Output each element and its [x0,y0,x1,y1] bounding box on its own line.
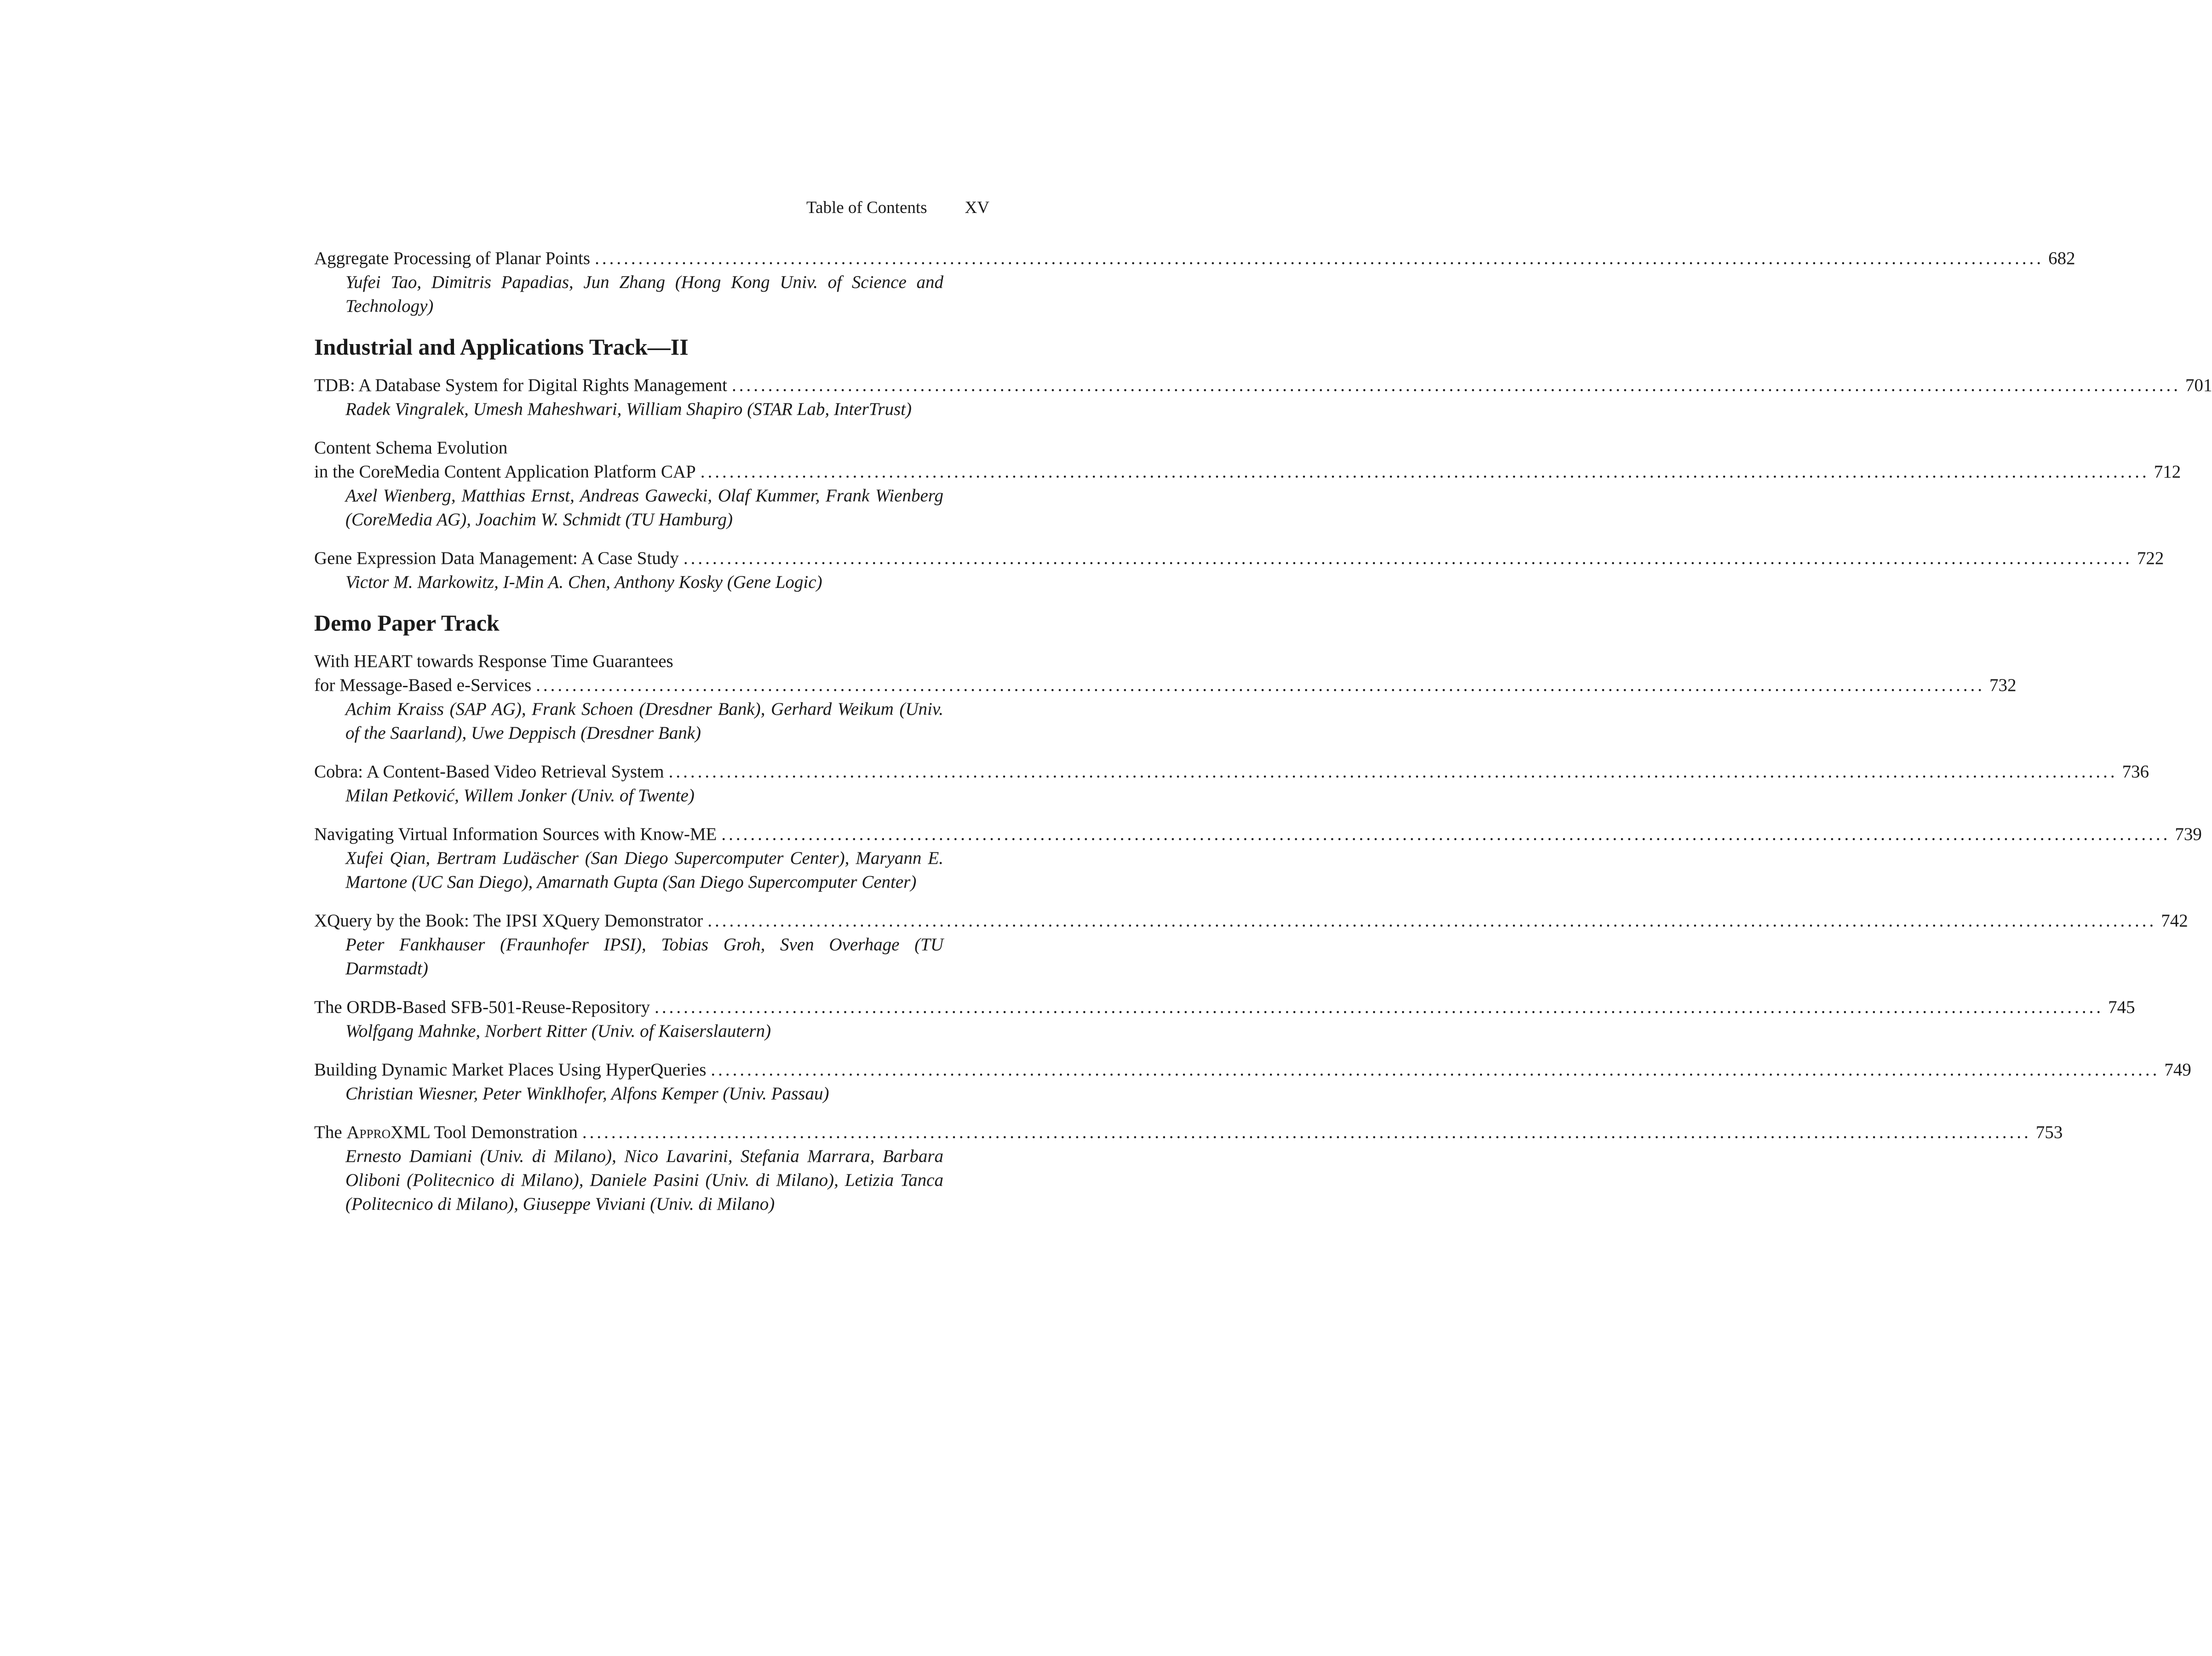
entry-title-row [314,546,2164,570]
entry-page: 736 [2122,762,2149,782]
toc-entry[interactable] [314,909,2188,981]
entry-page: 739 [2175,824,2202,844]
entry-title-row [314,995,2135,1019]
entry-title-row [314,673,2017,697]
leader-dots: ........................................................................................................................................................................................................ [595,248,2044,268]
toc-entry[interactable] [314,1121,2063,1216]
entry-title: The ORDB-Based SFB-501-Reuse-Repository [314,997,650,1017]
leader-dots: ........................................................................................................................................................................................................ [582,1122,2031,1142]
entry-authors: Christian Wiesner, Peter Winklhofer, Alfons Kemper (Univ. Passau) [345,1084,829,1104]
leader-dots: ........................................................................................................................................................................................................ [668,762,2118,782]
leader-dots: ........................................................................................................................................................................................................ [683,548,2132,568]
entry-page: 682 [2048,248,2075,268]
entry-title-row [314,460,2181,484]
entry-page: 753 [2035,1122,2063,1142]
entry-title: Aggregate Processing of Planar Points [314,248,591,268]
entry-authors: Wolfgang Mahnke, Norbert Ritter (Univ. of Kaiserslautern) [345,1021,771,1041]
entry-authors: Yufei Tao, Dimitris Papadias, Jun Zhang (Hong Kong Univ. of Science and Technology) [345,272,943,316]
entry-title-smallcaps: Appro [346,1122,391,1142]
toc-entry[interactable] [314,650,2017,745]
entry-title: Navigating Virtual Information Sources with Know-ME [314,824,717,844]
entry-title: XQuery by the Book: The IPSI XQuery Demonstrator [314,911,703,931]
entry-title-row [314,760,2149,784]
leader-dots: ........................................................................................................................................................................................................ [711,1060,2160,1080]
toc-entry[interactable] [314,995,2135,1043]
toc-entry[interactable] [314,436,2181,532]
entry-title-row [314,822,2202,846]
toc-entry[interactable] [314,822,2202,894]
entry-title-row [314,909,2188,933]
entry-authors: Axel Wienberg, Matthias Ernst, Andreas Gawecki, Olaf Kummer, Frank Wienberg (CoreMedia AG), Joachim W. Schmidt (TU Hamburg) [345,486,943,529]
entry-title-first-line: With HEART towards Response Time Guarantees [314,651,673,671]
entry-title-prefix: The [314,1122,347,1142]
entry-title-row [314,374,2212,397]
entry-authors: Peter Fankhauser (Fraunhofer IPSI), Tobias Groh, Sven Overhage (TU Darmstadt) [345,935,943,978]
entry-page: 722 [2137,548,2164,568]
entry-page: 742 [2161,911,2188,931]
leader-dots: ........................................................................................................................................................................................................ [700,462,2149,482]
toc-entry[interactable] [314,247,2075,318]
entry-authors: Xufei Qian, Bertram Ludäscher (San Diego Supercomputer Center), Maryann E. Martone (UC San Diego), Amarnath Gupta (San Diego Supercomputer Center) [345,848,943,892]
entry-title: Cobra: A Content-Based Video Retrieval System [314,762,664,782]
entry-title: in the CoreMedia Content Application Platform CAP [314,462,696,482]
entry-title-row [314,1121,2063,1144]
leader-dots: ........................................................................................................................................................................................................ [536,675,1985,695]
entry-title: for Message-Based e-Services [314,675,532,695]
entry-title: Gene Expression Data Management: A Case Study [314,548,679,568]
entry-authors: Radek Vingralek, Umesh Maheshwari, William Shapiro (STAR Lab, InterTrust) [345,399,912,419]
toc-entry[interactable] [314,546,2164,594]
page-number: XV [965,198,989,217]
entry-title-suffix: XML Tool Demonstration [391,1122,578,1142]
section-heading: Demo Paper Track [314,610,500,636]
entry-title: TDB: A Database System for Digital Rights Management [314,375,727,395]
running-title: Table of Contents [806,198,927,217]
entry-authors: Achim Kraiss (SAP AG), Frank Schoen (Dresdner Bank), Gerhard Weikum (Univ. of the Saarland), Uwe Deppisch (Dresdner Bank) [345,699,943,743]
toc-entry[interactable] [314,760,2149,808]
entry-page: 732 [1989,675,2017,695]
entry-title-row [314,1058,2191,1082]
leader-dots: ........................................................................................................................................................................................................ [655,997,2104,1017]
toc-page [314,198,2212,1231]
entry-page: 745 [2108,997,2135,1017]
toc-entry[interactable] [314,374,2212,421]
toc-entry[interactable] [314,1058,2191,1106]
entry-title-first-line: Content Schema Evolution [314,438,508,458]
entry-page: 749 [2164,1060,2191,1080]
entry-title [314,1121,578,1144]
entry-page: 712 [2154,462,2181,482]
entry-authors: Milan Petković, Willem Jonker (Univ. of Twente) [345,786,695,805]
entry-authors: Victor M. Markowitz, I-Min A. Chen, Anthony Kosky (Gene Logic) [345,572,822,592]
entry-page: 701 [2185,375,2212,395]
leader-dots: ........................................................................................................................................................................................................ [731,375,2181,395]
entry-title: Building Dynamic Market Places Using HyperQueries [314,1060,707,1080]
running-header [314,198,989,224]
entry-title-row [314,247,2075,270]
leader-dots: ........................................................................................................................................................................................................ [707,911,2157,931]
section-heading: Industrial and Applications Track—II [314,334,689,360]
leader-dots: ........................................................................................................................................................................................................ [721,824,2171,844]
entry-authors: Ernesto Damiani (Univ. di Milano), Nico Lavarini, Stefania Marrara, Barbara Oliboni (Politecnico di Milano), Daniele Pasini (Univ. di Milano), Letizia Tanca (Politecnico di Milano), Giuseppe Viviani (Univ. di Milano) [345,1146,943,1214]
